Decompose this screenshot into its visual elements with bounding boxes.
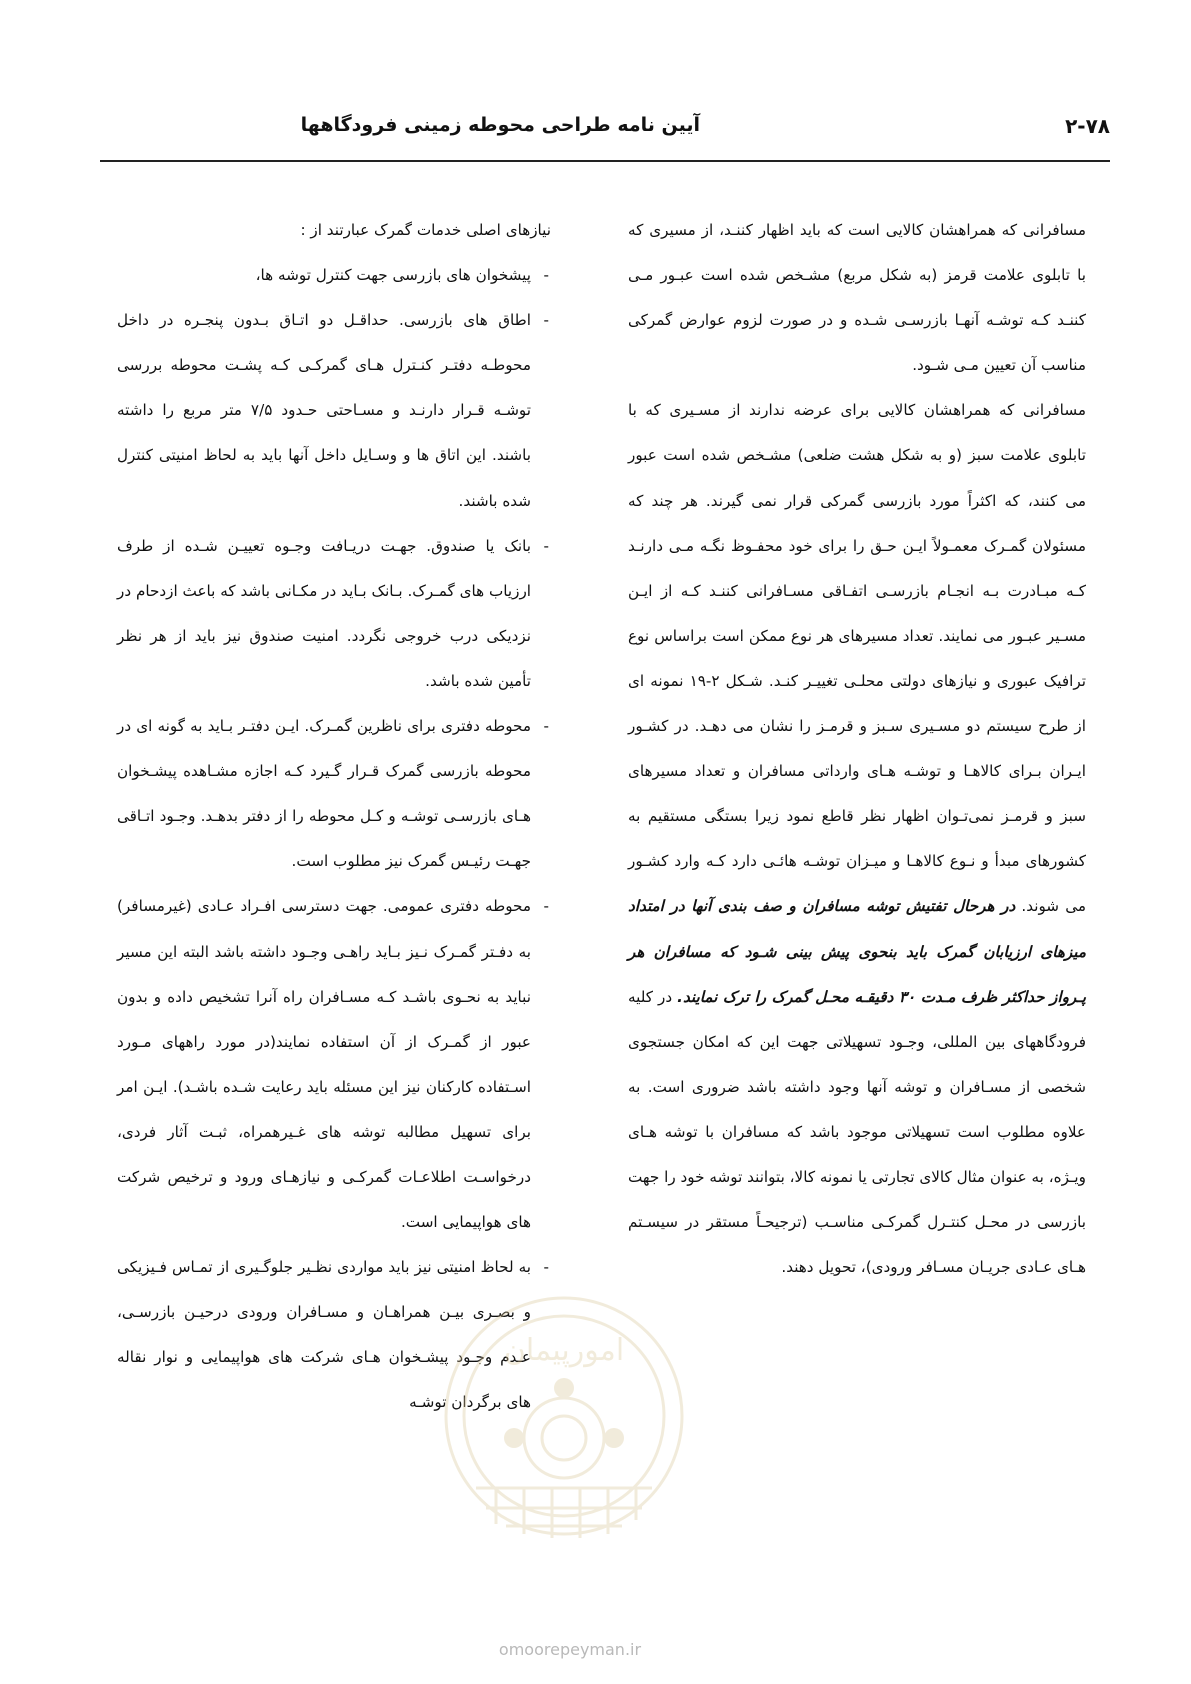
watermark-caption: omoorepeyman.ir	[498, 1640, 642, 1659]
paragraph-body: مسافرانی که همراهشان کالایی برای عرضه ندارند از مسـیری که با تابلوی علامت سبز (و به شکل هشت ضلعی) مشـخص شده است عبور می کنند، که اکثراً مورد بازرسی گمرکی قرار نمی گیرند. هر چند که مسئولان گمـرک معمـولاً ایـن حـق را برای خود محفـوظ نگـه مـی دارنـد کـه مبـادرت بـه انجـام بازرسـی اتفـاقی مسـافرانی کننـد کـه از ایـن مسـیر عبـور می نمایند. تعداد مسیرهای هر نوع ممکن است براساس نوع ترافیک عبوری و نیازهای دولتی محلـی تغییـر کنـد. شـکل ۲-۱۹ نمونه ای از طرح سیستم دو مسـیری سـبز و قرمـز را نشان می دهـد. در کشـور ایـران بـرای کالاهـا و توشـه هـای وارداتی مسافران و تعداد مسیرهای سبز و قرمـز نمی‌تـوان اظهار نظر قاطع نمود زیرا بستگی مستقیم به کشورهای مبدأ و نـوع کالاهـا و میـزان توشـه هائـی دارد کـه وارد کشـور می شوند.	[628, 401, 1086, 916]
watermark-seal	[436, 1288, 692, 1544]
page-number: ۲-۷۸	[1065, 114, 1110, 138]
list-item: - محوطه دفتری برای ناظرین گمـرک. ایـن دفتـر بـاید به گونه ای در محوطه بازرسی گمرک قـرار گـیرد کـه اجازه مشـاهده پیشـخوان هـای بازرسـی توشـه و کـل محوطه را از دفتر بدهـد. وجـود اتـاقی جهـت رئیـس گمرک نیز مطلوب است.	[117, 704, 551, 884]
paragraph-continuation: در کلیه فرودگاههای بین المللی، وجـود تسهیلاتی جهت این که امکان جستجوی شخصی از مسـافران و توشه آنها وجود داشته باشد ضروری است. به علاوه مطلوب است تسهیلاتی موجود باشد که مسافران با توشه هـای ویـژه، به عنوان مثال کالای تجارتی یا نمونه کالا، بتوانند توشه خود را جهت بازرسی در محـل کنتـرل گمرکـی مناسـب (ترجیحـاً مستقر در سیسـتم هـای عـادی جریـان مسـافر ورودی)، تحویل دهند.	[628, 987, 1086, 1277]
list-item: - پیشخوان های بازرسی جهت کنترل توشه ها،	[117, 253, 551, 298]
watermark-seal-text: امورپیمان	[503, 1333, 625, 1368]
list-item: - به لحاظ امنیتی نیز باید مواردی نظـیر جلوگـیری از تمـاس فـیزیکی و بصـری بیـن همراهـان و مسـافران ورودی درحیـن بازرسـی، عـدم وجـود پیشـخوان هـای شرکت های هواپیمایی و نوار نقاله های برگردان توشـه	[117, 1245, 551, 1425]
customs-needs-list	[117, 253, 551, 1425]
header-divider	[100, 160, 1110, 162]
left-column	[117, 208, 551, 1426]
list-item: - اطاق های بازرسی. حداقـل دو اتـاق بـدون پنجـره در داخل محوطـه دفتـر کنـترل هـای گمرکـی کـه پشـت محوطه بررسی توشـه قـرار دارنـد و مسـاحتی حـدود ۷/۵ متر مربع را داشته باشند. این اتاق ها و وسـایل داخل آنها باید به لحاظ امنیتی کنترل شده باشند.	[117, 298, 551, 523]
running-title: آیین نامه طراحی محوطه زمینی فرودگاهها	[300, 114, 700, 136]
list-item: - بانک یا صندوق. جهـت دریـافت وجـوه تعییـن شـده از طرف ارزیاب های گمـرک. بـانک بـاید در مکـانی باشد که باعث ازدحام در نزدیکی درب خروجی نگردد. امنیت صندوق نیز باید از هر نظر تأمین شده باشد.	[117, 524, 551, 704]
list-item: - محوطه دفتری عمومی. جهت دسترسی افـراد عـادی (غیرمسافر) به دفـتر گمـرک نـیز بـاید راهـی وجـود داشته باشد البته این مسیر نباید به نحـوی باشـد کـه مسـافران راه آنرا تشخیص داده و بدون عبور از گمـرک از آن استفاده نمایند(در مورد راههای مـورد اسـتفاده کارکنان نیز این مسئله باید رعایت شـده باشـد). ایـن امر برای تسهیل مطالبه توشه های غـیرهمراه، ثبـت آثار فردی، درخواسـت اطلاعـات گمرکـی و نیازهـای ورود و ترخیص شرکت های هواپیمایی است.	[117, 884, 551, 1245]
list-intro: نیازهای اصلی خدمات گمرک عبارتند از :	[300, 221, 551, 239]
emphasized-requirement: در هرحال تفتیش توشه مسافران و صف بندی آنها در امتداد میزهای ارزیابان گمرک باید بنحوی پیش بینی شـود که مسافران هر پـرواز حداکثر ظرف مـدت ۳۰ دقیقـه محـل گمرک را ترک نمایند.	[628, 897, 1086, 1006]
page-header	[100, 106, 1110, 150]
paragraph-green-channel	[628, 388, 1086, 1290]
right-column	[628, 208, 1086, 1290]
paragraph-red-channel: مسافرانی که همراهشان کالایی است که باید اظهار کننـد، از مسیری که با تابلوی علامت قرمز (به شکل مربع) مشـخص شده است عبـور مـی کننـد کـه توشـه آنهـا بازرسـی شـده و در صورت لزوم عوارض گمرکی مناسب آن تعیین مـی شـود.	[628, 221, 1086, 375]
